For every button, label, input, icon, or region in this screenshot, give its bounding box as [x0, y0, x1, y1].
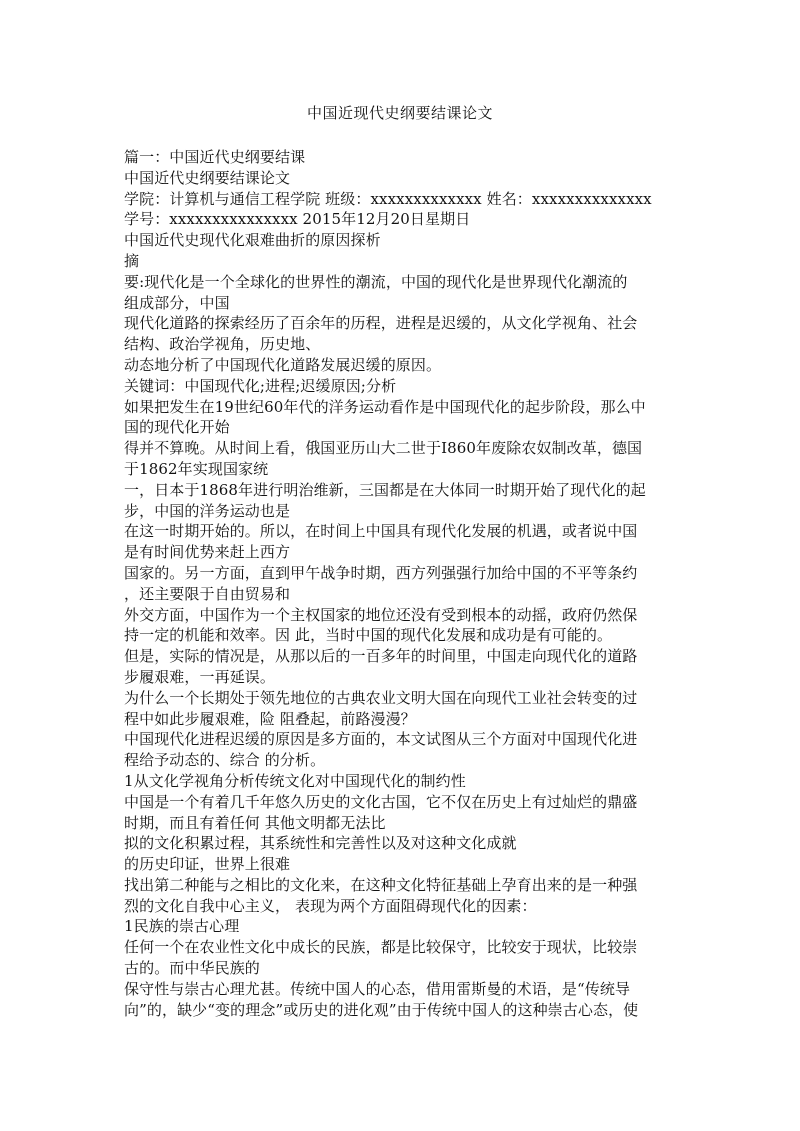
body-line: 烈的文化自我中心主义， 表现为两个方面阻碍现代化的因素： [124, 896, 537, 915]
body-line: 组成部分，中国 [124, 293, 230, 312]
body-line: 学院：计算机与通信工程学院 班级：xxxxxxxxxxxxx 姓名：xxxxxxxxxxxxxx [124, 189, 652, 208]
body-line: 向”的，缺少“变的理念”或历史的进化观”由于传统中国人的这种崇古心态，使 [124, 1000, 639, 1019]
body-line: 现代化道路的探索经历了百余年的历程，进程是迟缓的，从文化学视角、社会 [124, 314, 638, 333]
body-line: 要:现代化是一个全球化的世界性的潮流，中国的现代化是世界现代化潮流的 [124, 272, 628, 291]
body-line: 外交方面，中国作为一个主权国家的地位还没有受到根本的动摇，政府仍然保 [124, 605, 638, 624]
body-line: 的历史印证，世界上很难 [124, 855, 291, 874]
body-line: 学号：xxxxxxxxxxxxxxx 2015年12月20日星期日 [124, 210, 471, 229]
document-body [124, 147, 680, 1020]
body-line: 篇一：中国近代史纲要结课 [124, 148, 306, 166]
body-line: 步履艰难，一再延误。 [124, 667, 276, 686]
body-line: 于1862年实现国家统 [124, 459, 269, 478]
body-line: 在这一时期开始的。所以，在时间上中国具有现代化发展的机遇，或者说中国 [124, 522, 638, 541]
body-line: 为什么一个长期处于领先地位的古典农业文明大国在向现代工业社会转变的过 [124, 688, 638, 707]
body-line: 如果把发生在19世纪60年代的洋务运动看作是中国现代化的起步阶段，那么中 [124, 397, 646, 416]
body-line: 保守性与崇古心理尤甚。传统中国人的心态，借用雷斯曼的术语，是“传统导 [124, 979, 631, 998]
body-line: 拟的文化积累过程，其系统性和完善性以及对这种文化成就 [124, 834, 517, 853]
body-line: 结构、政治学视角，历史地、 [124, 335, 321, 354]
body-line: 1民族的崇古心理 [124, 917, 240, 936]
body-line: 中国是一个有着几千年悠久历史的文化古国，它不仅在历史上有过灿烂的鼎盛 [124, 792, 638, 811]
body-line: 是有时间优势来赶上西方 [124, 543, 291, 562]
body-line: 程中如此步履艰难，险 阻叠起，前路漫漫？ [124, 709, 416, 728]
body-line: ，还主要限于自由贸易和 [124, 584, 291, 603]
body-line: 得并不算晚。从时间上看，俄国亚历山大二世于I860年废除农奴制改革，德国 [124, 439, 643, 458]
body-line: 摘 [124, 251, 140, 270]
body-line: 中国近代史现代化艰难曲折的原因探析 [124, 231, 381, 250]
body-line: 一，日本于1868年进行明治维新，三国都是在大体同一时期开始了现代化的起 [124, 480, 646, 499]
body-line: 但是，实际的情况是，从那以后的一百多年的时间里，中国走向现代化的道路 [124, 647, 638, 666]
body-line: 中国近代史纲要结课论文 [124, 168, 291, 187]
body-line: 国家的。另一方面，直到甲午战争时期，西方列强强行加给中国的不平等条约 [124, 563, 638, 582]
body-line: 动态地分析了中国现代化道路发展迟缓的原因。 [124, 355, 442, 374]
body-line: 持一定的机能和效率。因 此，当时中国的现代化发展和成功是有可能的。 [124, 626, 613, 645]
body-line: 时期，而且有着任何 其他文明都无法比 [124, 813, 386, 832]
body-line: 古的。而中华民族的 [124, 959, 260, 978]
body-line: 步，中国的洋务运动也是 [124, 501, 291, 520]
body-line: 找出第二种能与之相比的文化来，在这种文化特征基础上孕育出来的是一种强 [124, 875, 638, 894]
body-line: 1从文化学视角分析传统文化对中国现代化的制约性 [124, 771, 466, 790]
body-line: 国的现代化开始 [124, 418, 230, 437]
body-line: 关键词：中国现代化;进程;迟缓原因;分析 [124, 376, 397, 395]
document-title: 中国近现代史纲要结课论文 [306, 104, 493, 122]
body-line: 任何一个在农业性文化中成长的民族，都是比较保守，比较安于现状，比较崇 [124, 938, 638, 957]
body-line: 中国现代化进程迟缓的原因是多方面的，本文试图从三个方面对中国现代化进 [124, 730, 638, 749]
body-line: 程给予动态的、综合 的分析。 [124, 751, 326, 770]
